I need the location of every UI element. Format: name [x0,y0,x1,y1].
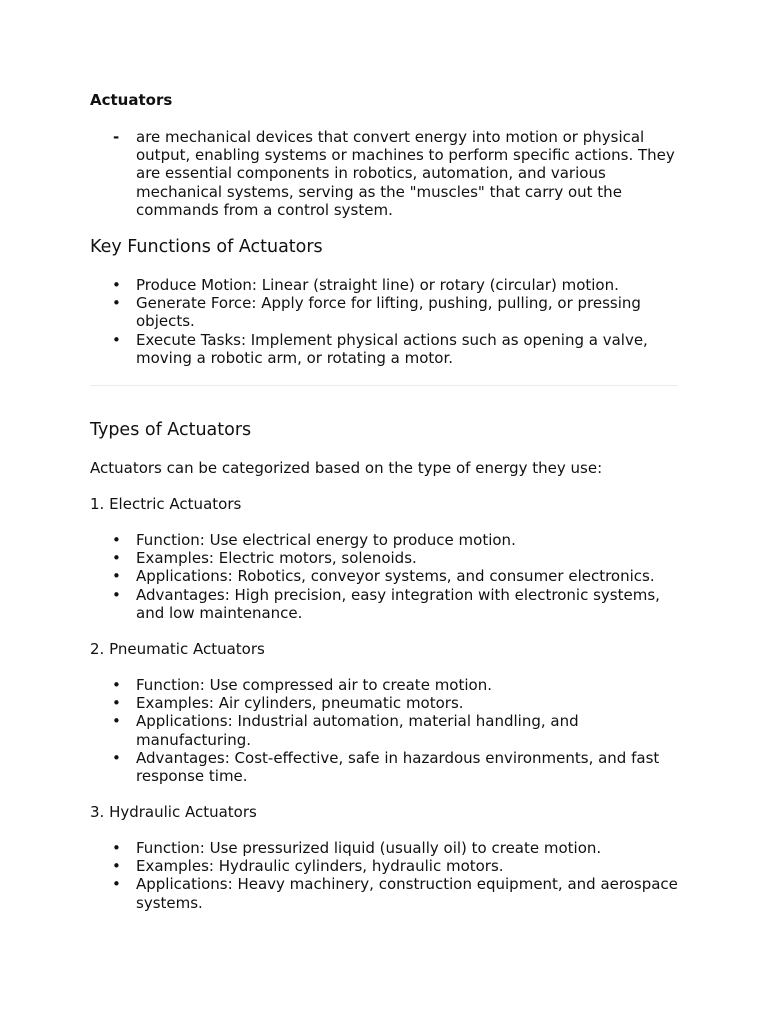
bullet-icon: • [112,549,121,568]
list-item: • Advantages: High precision, easy integration with electronic systems, and low maintenance. [112,585,660,622]
key-functions-heading: Key Functions of Actuators [90,237,323,257]
list-item: • Applications: Industrial automation, material handling, and manufacturing. [112,712,579,749]
bullet-icon: • [112,294,121,313]
list-item: • Applications: Robotics, conveyor systems, and consumer electronics. [112,567,655,586]
section-title-electric: 1. Electric Actuators [90,495,242,513]
list-item: • Execute Tasks: Implement physical actions such as opening a valve, moving a robotic arm, or rotating a motor. [112,330,648,367]
list-item: • Examples: Air cylinders, pneumatic motors. [112,694,464,713]
list-item: • Function: Use electrical energy to produce motion. [112,531,516,549]
bullet-icon: • [112,330,121,349]
section-title-pneumatic: 2. Pneumatic Actuators [90,640,265,658]
electric-list [90,531,680,622]
list-item: • Applications: Heavy machinery, construction equipment, and aerospace systems. [112,875,678,912]
list-item: • Function: Use pressurized liquid (usually oil) to create motion. [112,839,602,857]
intro-text: are mechanical devices that convert energy into motion or physical output, enabling systems or machines to perform specific actions. They are essential components in robotics, automation, and various mechanical systems, serving as the "muscles" that carry out the commands from a control system. [136,128,675,219]
bullet-icon: • [112,694,121,713]
bullet-icon: • [112,585,121,604]
bullet-icon: • [112,875,121,894]
horizontal-divider [90,385,678,386]
intro-paragraph [90,128,690,219]
types-intro: Actuators can be categorized based on the type of energy they use: [90,459,603,477]
dash-marker: - [113,128,120,146]
bullet-icon: • [112,531,121,549]
bullet-icon: • [112,857,121,876]
bullet-icon: • [112,748,121,767]
section-title-hydraulic: 3. Hydraulic Actuators [90,803,257,821]
key-functions-list [90,276,680,367]
bullet-icon: • [112,276,121,294]
hydraulic-list [90,839,680,912]
bullet-icon: • [112,839,121,857]
bullet-icon: • [112,712,121,731]
document-title: Actuators [90,91,173,109]
bullet-icon: • [112,676,121,694]
bullet-icon: • [112,567,121,586]
list-item: • Produce Motion: Linear (straight line) or rotary (circular) motion. [112,276,619,294]
pneumatic-list [90,676,680,785]
list-item: • Examples: Electric motors, solenoids. [112,549,417,568]
list-item: • Generate Force: Apply force for lifting, pushing, pulling, or pressing objects. [112,294,641,331]
list-item: • Advantages: Cost-effective, safe in hazardous environments, and fast response time. [112,748,660,786]
list-item: • Function: Use compressed air to create motion. [112,676,492,694]
list-item: • Examples: Hydraulic cylinders, hydraulic motors. [112,857,504,876]
types-heading: Types of Actuators [90,420,252,440]
